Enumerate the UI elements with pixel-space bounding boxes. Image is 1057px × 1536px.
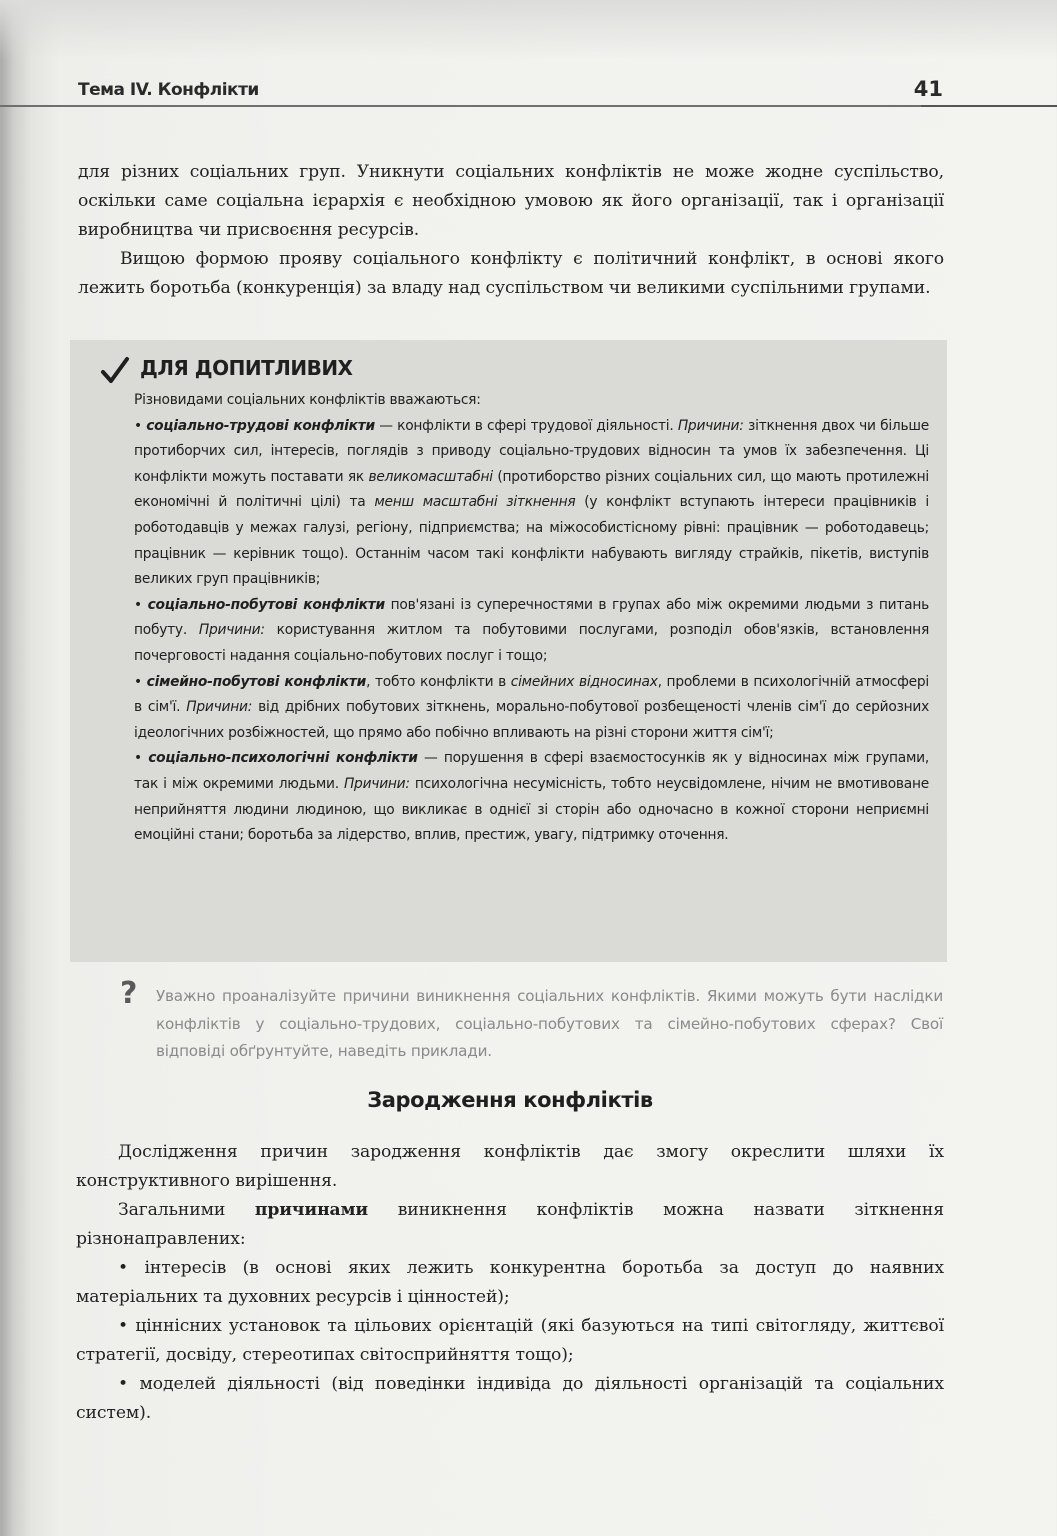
conflict-type-item xyxy=(134,593,929,670)
term: соціально-психологічні конфлікти xyxy=(148,750,418,767)
cause-label: Причини: xyxy=(198,622,265,639)
curious-box-title: ДЛЯ ДОПИТЛИВИХ xyxy=(140,356,353,380)
text: зіткнення двох чи більше протиборчих сил, інтересів, поглядів з приводу соціально-трудових відносин та умов їх забезпечення. Ці конфлікти можуть поставати як xyxy=(134,417,929,485)
term: соціально-побутові конфлікти xyxy=(147,596,385,613)
text: — конфлікти в сфері трудової діяльності. xyxy=(374,417,678,434)
text: , тобто конфлікти в xyxy=(366,673,511,690)
cause-bullet: • моделей діяльності (від поведінки індивіда до діяльності організацій та соціальних систем). xyxy=(76,1374,944,1423)
conflict-type-item xyxy=(134,746,929,848)
conflict-type-item xyxy=(134,670,929,747)
header-title: Тема IV. Конфлікти xyxy=(78,80,259,100)
bullet: • xyxy=(134,750,149,767)
header-rule-accent xyxy=(921,105,1057,107)
italic-term: великомасштабні xyxy=(368,468,493,485)
conflict-type-item xyxy=(134,414,929,593)
text: Загальними xyxy=(118,1200,255,1220)
box-lead: Різновидами соціальних конфліктів вважаються: xyxy=(134,392,481,408)
page-shadow xyxy=(0,0,1057,60)
curious-box-body xyxy=(134,388,929,849)
section-paragraph: Дослідження причин зародження конфліктів дає змогу окреслити шляхи їх конструктивного вирішення. xyxy=(76,1142,944,1191)
page-number: 41 xyxy=(913,77,943,101)
text: виникнення конфліктів можна назвати зіткнення різнонаправлених: xyxy=(76,1200,944,1249)
text: — порушення в сфері взаємостосунків як у відносинах між групами, так і між окремими людьми. xyxy=(134,750,929,792)
header-rule xyxy=(0,105,1057,107)
cause-label: Причини: xyxy=(186,699,253,716)
section-paragraph xyxy=(76,1196,944,1254)
cause-label: Причини: xyxy=(677,417,744,434)
checkmark-icon xyxy=(100,356,130,386)
curious-box xyxy=(70,340,947,962)
cause-label: Причини: xyxy=(343,775,410,792)
term: сімейно-побутові конфлікти xyxy=(146,673,367,690)
intro-text xyxy=(78,158,944,303)
italic-term: сімейних відносинах xyxy=(510,673,658,690)
term: соціально-трудові конфлікти xyxy=(146,417,375,434)
intro-paragraph: для різних соціальних груп. Уникнути соціальних конфліктів не може жодне суспільство, оскільки саме соціальна ієрархія є необхідною умовою як його організації, так і організації виробництва чи присвоєння ресурсів. xyxy=(78,162,944,240)
bullet: • xyxy=(134,596,148,613)
text: (протиборство різних соціальних сил, що мають протилежні економічні й політичні цілі) та xyxy=(134,468,930,511)
question-mark-icon: ? xyxy=(120,976,138,1011)
text: психологічна несумісність, тобто неусвідомлене, нічим не вмотивоване неприйняття людини людиною, що викликає в однієї зі сторін або одночасно в кожної сторони неприємні емоційні стани; боротьба за лідерство, вплив, престиж, увагу, підтримку оточення. xyxy=(134,775,929,844)
italic-term: менш масштабні зіткнення xyxy=(374,494,576,511)
cause-bullet: • інтересів (в основі яких лежить конкурентна боротьба за доступ до наявних матеріальних та духовних ресурсів і цінностей); xyxy=(76,1258,944,1307)
text: (у конфлікт вступають інтереси працівників і роботодавців у межах галузі, регіону, підприємства; на міжособистісному рівні: працівник — роботодавець; працівник — керівник тощо). Останнім часом такі конфлікти набувають вигляду страйків, пікетів, виступів великих груп працівників; xyxy=(134,494,929,588)
cause-bullet: • ціннісних установок та цільових орієнтацій (які базуються на типі світогляду, життєвої стратегії, досвіду, стереотипах світосприйняття тощо); xyxy=(76,1316,944,1365)
text: , проблеми в психологічній атмосфері в сім'ї. xyxy=(134,673,929,716)
section-heading: Зародження конфліктів xyxy=(367,1088,653,1112)
text: пов'язані із суперечностями в групах або між окремими людьми з питань побуту. xyxy=(134,596,929,639)
text: від дрібних побутових зіткнень, морально-побутової розбещеності членів сім'ї до серйозних ідеологічних розбіжностей, що прямо або побічно впливають на різні сторони життя сім'ї; xyxy=(134,699,929,741)
running-header xyxy=(78,77,1013,106)
bullet: • xyxy=(134,417,147,434)
question-text: Уважно проаналізуйте причини виникнення соціальних конфліктів. Якими можуть бути наслідки конфліктів у соціально-трудових, соціально-побутових та сімейно-побутових сферах? Свої відповіді обґрунтуйте, наведіть приклади. xyxy=(156,987,943,1060)
bold-term: причинами xyxy=(254,1200,369,1220)
question-block xyxy=(120,978,950,1068)
section-text xyxy=(76,1138,944,1428)
intro-paragraph: Вищою формою прояву соціального конфлікту є політичний конфлікт, в основі якого лежить боротьба (конкуренція) за владу над суспільством чи великими суспільними групами. xyxy=(78,249,944,298)
text: користування житлом та побутовими послугами, розподіл обов'язків, встановлення почерговості надання соціально-побутових послуг і тощо; xyxy=(134,622,929,664)
bullet: • xyxy=(134,673,147,690)
